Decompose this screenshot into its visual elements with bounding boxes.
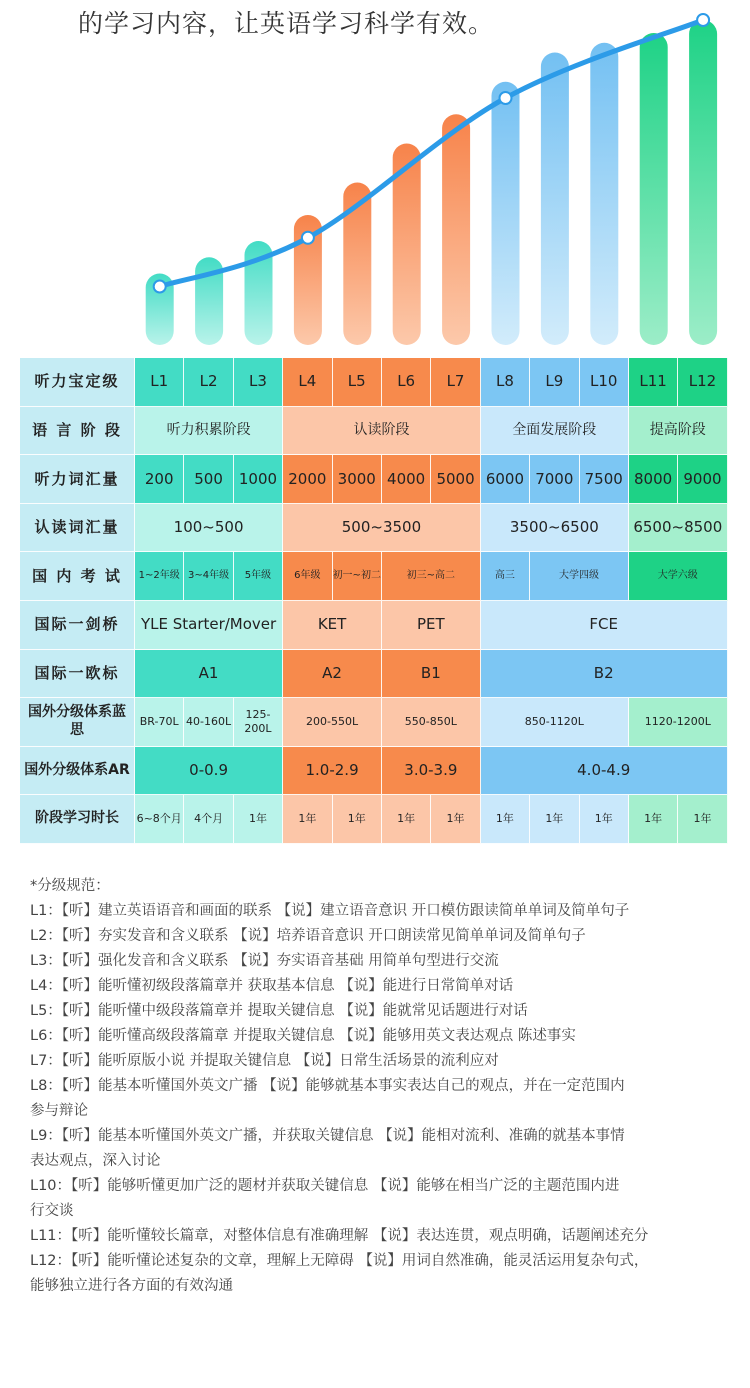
level-cell: L9	[530, 358, 579, 407]
duration-cell: 4个月	[184, 795, 233, 844]
bar-l11	[640, 33, 668, 345]
listening-vocab-cell: 5000	[431, 455, 480, 504]
row-header-ar: 国外分级体系AR	[20, 747, 135, 796]
cefr-cell: A2	[283, 650, 382, 699]
listening-vocab-cell: 2000	[283, 455, 332, 504]
cefr-cell: A1	[135, 650, 283, 699]
duration-cell: 1年	[382, 795, 431, 844]
level-cell: L12	[678, 358, 727, 407]
lexile-cell: 125-200L	[234, 698, 283, 747]
cambridge-cell: YLE Starter/Mover	[135, 601, 283, 650]
note-line: L7：【听】能听原版小说 并提取关键信息 【说】日常生活场景的流利应对	[30, 1053, 499, 1069]
duration-cell: 6~8个月	[135, 795, 184, 844]
row-header-listening-vocab: 听力词汇量	[20, 455, 135, 504]
stage-cell: 认读阶段	[283, 407, 481, 456]
row-header-lexile: 国外分级体系蓝思	[20, 698, 135, 747]
bar-l12	[689, 20, 717, 345]
reading-vocab-cell: 3500~6500	[481, 504, 629, 553]
listening-vocab-cell: 4000	[382, 455, 431, 504]
cambridge-cell: KET	[283, 601, 382, 650]
domestic-exam-cell: 大学四级	[530, 552, 629, 601]
note-line: L4：【听】能听懂初级段落篇章并 获取基本信息 【说】能进行日常简单对话	[30, 978, 514, 994]
note-line: L9：【听】能基本听懂国外英文广播，并获取关键信息 【说】能相对流利、准确的就基本事情	[30, 1128, 625, 1144]
note-line: L1：【听】建立英语语音和画面的联系 【说】建立语音意识 开口模仿跟读简单单词及简单句子	[30, 903, 630, 919]
note-line: L6：【听】能听懂高级段落篇章 并提取关键信息 【说】能够用英文表达观点 陈述事实	[30, 1028, 576, 1044]
level-growth-chart	[0, 0, 750, 358]
ar-cell: 3.0-3.9	[382, 747, 481, 796]
ar-cell: 0-0.9	[135, 747, 283, 796]
listening-vocab-cell: 200	[135, 455, 184, 504]
note-line: L11：【听】能听懂较长篇章，对整体信息有准确理解 【说】表达连贯，观点明确，话题阐述充分	[30, 1228, 649, 1244]
level-cell: L1	[135, 358, 184, 407]
duration-cell: 1年	[530, 795, 579, 844]
lexile-cell: 40-160L	[184, 698, 233, 747]
domestic-exam-cell: 3~4年级	[184, 552, 233, 601]
bar-l9	[541, 53, 569, 346]
domestic-exam-cell: 6年级	[283, 552, 332, 601]
duration-cell: 1年	[580, 795, 629, 844]
listening-vocab-cell: 500	[184, 455, 233, 504]
level-cell: L4	[283, 358, 332, 407]
note-line: L5：【听】能听懂中级段落篇章并 提取关键信息 【说】能就常见话题进行对话	[30, 1003, 528, 1019]
domestic-exam-cell: 1~2年级	[135, 552, 184, 601]
growth-curve	[160, 20, 703, 287]
stage-cell: 提高阶段	[629, 407, 728, 456]
bar-l7	[442, 114, 470, 345]
reading-vocab-cell: 6500~8500	[629, 504, 728, 553]
lexile-cell: 1120-1200L	[629, 698, 728, 747]
row-header-reading-vocab: 认读词汇量	[20, 504, 135, 553]
note-line: 能够独立进行各方面的有效沟通	[30, 1278, 233, 1294]
duration-cell: 1年	[234, 795, 283, 844]
level-cell: L5	[333, 358, 382, 407]
reading-vocab-cell: 100~500	[135, 504, 283, 553]
ar-cell: 1.0-2.9	[283, 747, 382, 796]
domestic-exam-cell: 5年级	[234, 552, 283, 601]
ar-cell: 4.0-4.9	[481, 747, 728, 796]
note-line: 表达观点，深入讨论	[30, 1153, 161, 1169]
domestic-exam-cell: 初三~高二	[382, 552, 481, 601]
note-line: L2：【听】夯实发音和含义联系 【说】培养语音意识 开口朗读常见简单单词及简单句子	[30, 928, 586, 944]
lexile-cell: BR-70L	[135, 698, 184, 747]
row-header-domestic-exam: 国 内 考 试	[20, 552, 135, 601]
lexile-cell: 200-550L	[283, 698, 382, 747]
note-line: 参与辩论	[30, 1103, 88, 1119]
level-table	[20, 358, 728, 844]
listening-vocab-cell: 6000	[481, 455, 530, 504]
reading-vocab-cell: 500~3500	[283, 504, 481, 553]
level-cell: L3	[234, 358, 283, 407]
row-header-cambridge: 国际一剑桥	[20, 601, 135, 650]
row-header-cefr: 国际一欧标	[20, 650, 135, 699]
duration-cell: 1年	[431, 795, 480, 844]
level-cell: L11	[629, 358, 678, 407]
level-cell: L2	[184, 358, 233, 407]
listening-vocab-cell: 9000	[678, 455, 727, 504]
duration-cell: 1年	[333, 795, 382, 844]
level-notes	[30, 874, 730, 1299]
duration-cell: 1年	[481, 795, 530, 844]
listening-vocab-cell: 8000	[629, 455, 678, 504]
stage-cell: 听力积累阶段	[135, 407, 283, 456]
listening-vocab-cell: 3000	[333, 455, 382, 504]
note-line: L3：【听】强化发音和含义联系 【说】夯实语音基础 用简单句型进行交流	[30, 953, 499, 969]
note-line: L10：【听】能够听懂更加广泛的题材并获取关键信息 【说】能够在相当广泛的主题范围内进	[30, 1178, 620, 1194]
bar-l10	[590, 43, 618, 345]
note-line: 行交谈	[30, 1203, 74, 1219]
note-line: L12：【听】能听懂论述复杂的文章，理解上无障碍 【说】用词自然准确，能灵活运用复杂句式，	[30, 1253, 649, 1269]
curve-point-l12	[697, 14, 709, 26]
level-cell: L8	[481, 358, 530, 407]
domestic-exam-cell: 初一~初二	[333, 552, 382, 601]
domestic-exam-cell: 高三	[481, 552, 530, 601]
stage-cell: 全面发展阶段	[481, 407, 629, 456]
cambridge-cell: PET	[382, 601, 481, 650]
duration-cell: 1年	[283, 795, 332, 844]
level-cell: L7	[431, 358, 480, 407]
curve-point-l4	[302, 232, 314, 244]
row-header-duration: 阶段学习时长	[20, 795, 135, 844]
duration-cell: 1年	[678, 795, 727, 844]
bar-l8	[492, 82, 520, 345]
cefr-cell: B2	[481, 650, 728, 699]
domestic-exam-cell: 大学六级	[629, 552, 728, 601]
notes-title: *分级规范：	[30, 878, 110, 894]
curve-point-l1	[154, 281, 166, 293]
listening-vocab-cell: 7000	[530, 455, 579, 504]
listening-vocab-cell: 7500	[580, 455, 629, 504]
lexile-cell: 850-1120L	[481, 698, 629, 747]
row-header-stage: 语 言 阶 段	[20, 407, 135, 456]
note-line: L8：【听】能基本听懂国外英文广播 【说】能够就基本事实表达自己的观点，并在一定范围内	[30, 1078, 625, 1094]
level-cell: L10	[580, 358, 629, 407]
listening-vocab-cell: 1000	[234, 455, 283, 504]
headline: 的学习内容，让英语学习科学有效。	[78, 9, 495, 38]
curve-point-l8	[500, 92, 512, 104]
duration-cell: 1年	[629, 795, 678, 844]
level-cell: L6	[382, 358, 431, 407]
cambridge-cell: FCE	[481, 601, 728, 650]
cefr-cell: B1	[382, 650, 481, 699]
row-header-level: 听力宝定级	[20, 358, 135, 407]
lexile-cell: 550-850L	[382, 698, 481, 747]
